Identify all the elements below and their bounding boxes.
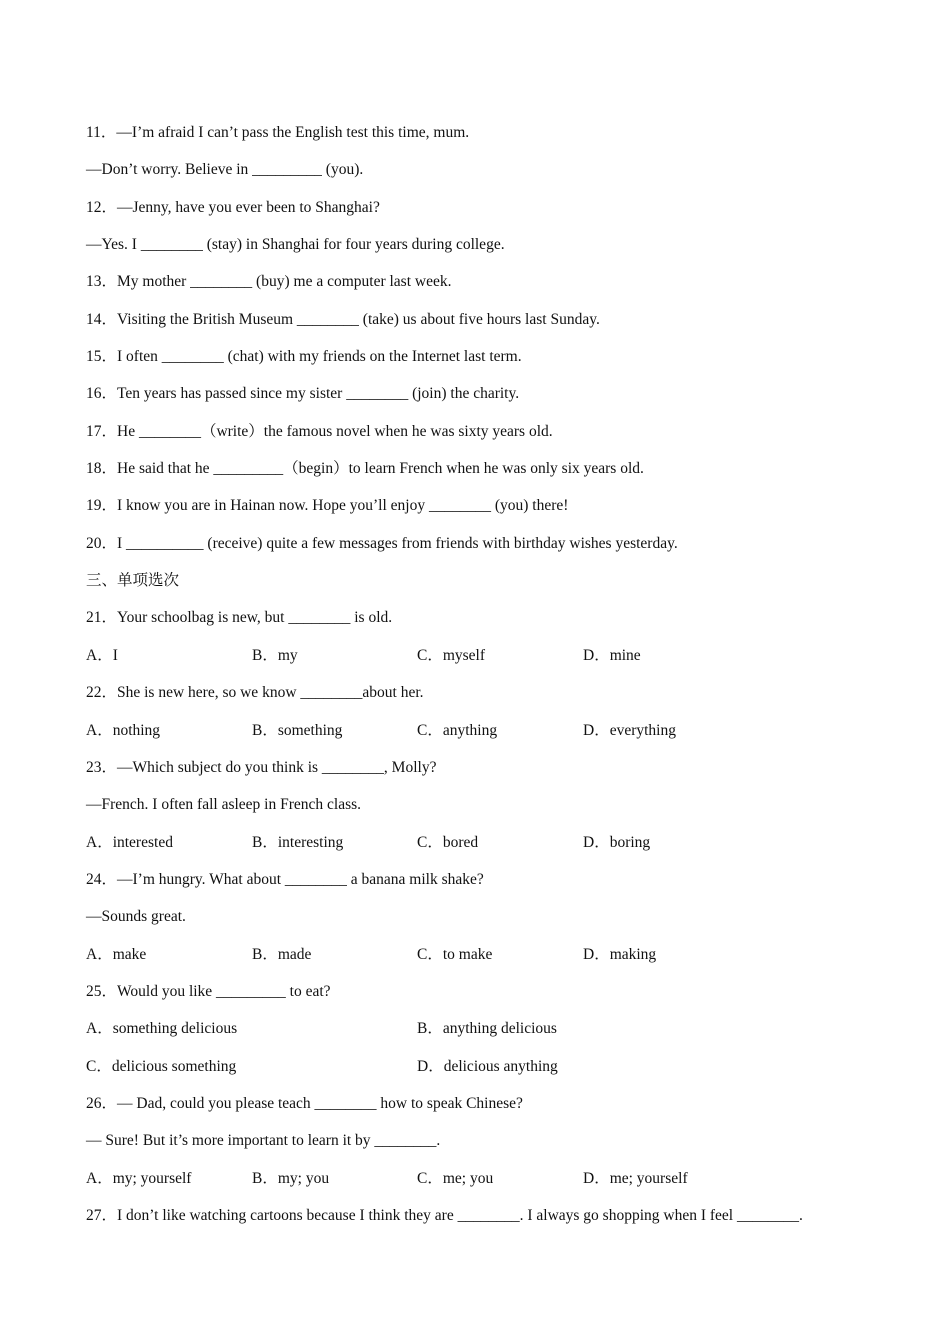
q26-option-c: C．me; you: [417, 1170, 494, 1187]
q25-option-b: B．anything delicious: [417, 1020, 557, 1037]
q24-option-a: A．make: [86, 946, 147, 963]
q12-line1: 12．—Jenny, have you ever been to Shanghai?: [86, 199, 380, 216]
q23-stem: 23．—Which subject do you think is ________, Molly?: [86, 759, 437, 776]
q22-option-a: A．nothing: [86, 722, 161, 739]
q26-stem: 26．— Dad, could you please teach ________ how to speak Chinese?: [86, 1095, 523, 1112]
q11-line1: 11．—I’m afraid I can’t pass the English test this time, mum.: [86, 124, 470, 141]
q17: 17．He ________（write）the famous novel when he was sixty years old.: [86, 423, 553, 440]
q22-stem: 22．She is new here, so we know ________about her.: [86, 684, 424, 701]
q21-option-b: B．my: [252, 647, 298, 664]
q23-option-c: C．bored: [417, 834, 479, 851]
q24-stem: 24．—I’m hungry. What about ________ a banana milk shake?: [86, 871, 484, 888]
q20: 20．I __________ (receive) quite a few messages from friends with birthday wishes yesterday.: [86, 535, 678, 552]
q25-stem: 25．Would you like _________ to eat?: [86, 983, 331, 1000]
q23-option-d: D．boring: [583, 834, 651, 851]
q22-option-c: C．anything: [417, 722, 498, 739]
q23-line2: —French. I often fall asleep in French class.: [86, 796, 362, 813]
q21-stem: 21．Your schoolbag is new, but ________ is old.: [86, 609, 393, 626]
q13: 13．My mother ________ (buy) me a computer last week.: [86, 273, 452, 290]
q21-option-c: C．myself: [417, 647, 486, 664]
q19: 19．I know you are in Hainan now. Hope you’ll enjoy ________ (you) there!: [86, 497, 569, 514]
q22-option-b: B．something: [252, 722, 343, 739]
q25-option-a: A．something delicious: [86, 1020, 238, 1037]
q21-option-d: D．mine: [583, 647, 641, 664]
q24-option-c: C．to make: [417, 946, 493, 963]
q26-option-b: B．my; you: [252, 1170, 330, 1187]
q21-option-a: A．I: [86, 647, 118, 664]
q12-line2: —Yes. I ________ (stay) in Shanghai for four years during college.: [86, 236, 505, 253]
q26-line2: — Sure! But it’s more important to learn it by ________.: [86, 1132, 441, 1149]
q18: 18．He said that he _________（begin）to learn French when he was only six years old.: [86, 460, 644, 477]
q26-option-d: D．me; yourself: [583, 1170, 688, 1187]
q23-option-b: B．interesting: [252, 834, 344, 851]
q22-option-d: D．everything: [583, 722, 676, 739]
section-heading: 三、单项选次: [86, 572, 180, 589]
q14: 14．Visiting the British Museum ________ (take) us about five hours last Sunday.: [86, 311, 600, 328]
q25-option-c: C．delicious something: [86, 1058, 237, 1075]
q11-line2: —Don’t worry. Believe in _________ (you).: [86, 161, 364, 178]
q23-option-a: A．interested: [86, 834, 173, 851]
q24-option-d: D．making: [583, 946, 657, 963]
q16: 16．Ten years has passed since my sister ________ (join) the charity.: [86, 385, 520, 402]
q24-line2: —Sounds great.: [86, 908, 186, 925]
q27-stem: 27．I don’t like watching cartoons because I think they are ________. I always go shopping when I feel ________.: [86, 1207, 803, 1224]
q25-option-d: D．delicious anything: [417, 1058, 558, 1075]
q26-option-a: A．my; yourself: [86, 1170, 192, 1187]
q24-option-b: B．made: [252, 946, 312, 963]
q15: 15．I often ________ (chat) with my friends on the Internet last term.: [86, 348, 522, 365]
